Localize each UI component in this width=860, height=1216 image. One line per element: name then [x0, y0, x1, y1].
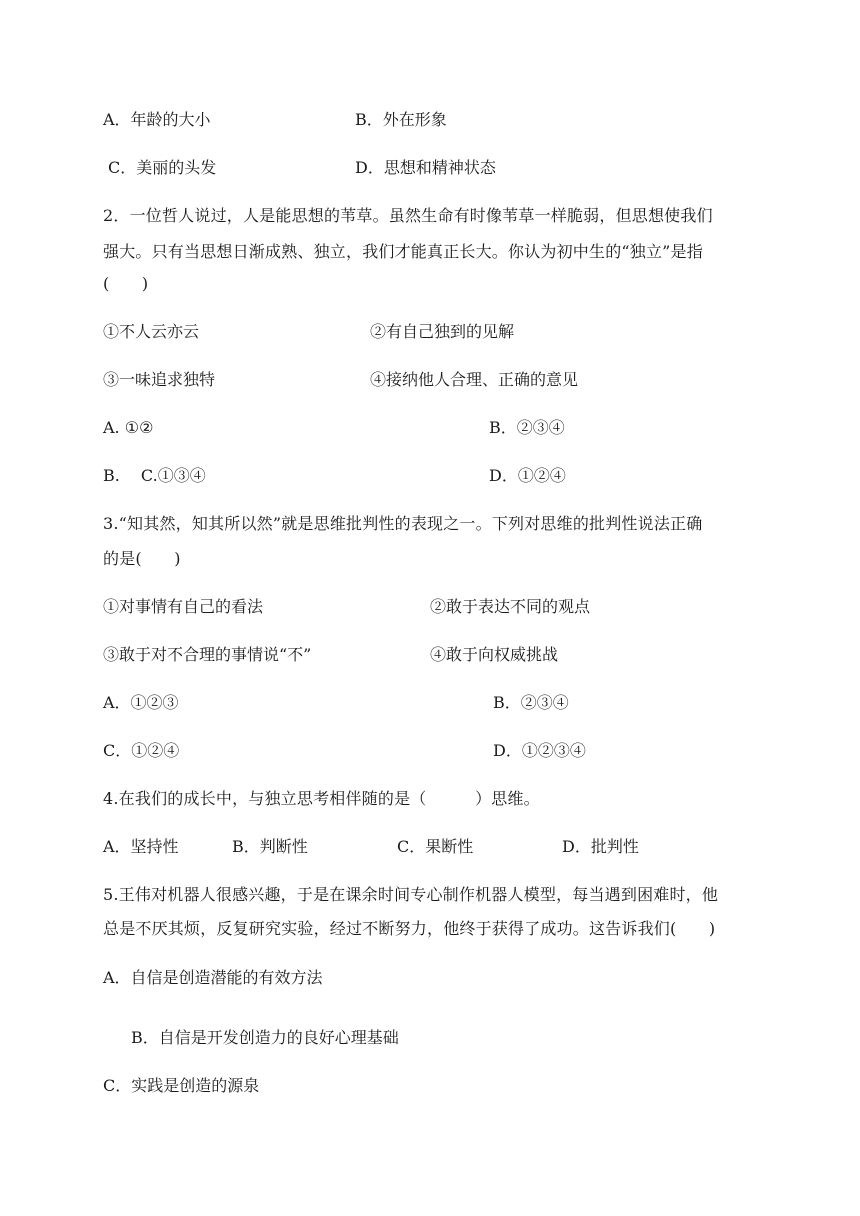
q2-item-1: ①不人云亦云 [103, 322, 200, 341]
q3-option-c: C．①②④ [103, 741, 180, 760]
q3-item-3: ③敢于对不合理的事情说“不” [103, 645, 312, 664]
q2-option-d: D．①②④ [489, 466, 566, 485]
q2-option-a: A. ①② [103, 418, 154, 437]
q5-option-a: A．自信是创造潜能的有效方法 [103, 968, 323, 987]
q3-item-2: ②敢于表达不同的观点 [430, 597, 591, 616]
q2-stem-line-1: 2．一位哲人说过，人是能思想的苇草。虽然生命有时像苇草一样脆弱，但思想使我们 [103, 206, 713, 225]
q2-option-b: B．②③④ [489, 418, 565, 437]
q2-stem-line-2: 强大。只有当思想日渐成熟、独立，我们才能真正长大。你认为初中生的“独立”是指 [103, 242, 703, 261]
q5-option-b: B．自信是开发创造力的良好心理基础 [131, 1028, 399, 1047]
q2-item-3: ③一味追求独特 [103, 370, 216, 389]
q2-stem-line-3: ( ) [103, 274, 149, 293]
q5-stem-line-1: 5.王伟对机器人很感兴趣，于是在课余时间专心制作机器人模型，每当遇到困难时，他 [103, 885, 719, 904]
q2-item-2: ②有自己独到的见解 [370, 322, 515, 341]
q3-stem-line-2: 的是( ) [103, 549, 181, 568]
q4-option-b: B．判断性 [232, 837, 308, 856]
q2-item-4: ④接纳他人合理、正确的意见 [370, 370, 579, 389]
q1-option-a: A．年龄的大小 [103, 110, 211, 129]
q4-stem: 4.在我们的成长中，与独立思考相伴随的是（ ）思维。 [103, 789, 540, 808]
q1-option-d: D．思想和精神状态 [355, 158, 496, 177]
q3-item-1: ①对事情有自己的看法 [103, 597, 264, 616]
q4-option-c: C．果断性 [397, 837, 474, 856]
q3-option-a: A．①②③ [103, 693, 179, 712]
q3-stem-line-1: 3.“知其然，知其所以然”就是思维批判性的表现之一。下列对思维的批判性说法正确 [103, 514, 703, 533]
q1-option-b: B．外在形象 [355, 110, 447, 129]
q1-option-c: C．美丽的头发 [108, 158, 217, 177]
q2-option-c: B. C.①③④ [103, 466, 206, 485]
q4-option-d: D．批判性 [562, 837, 639, 856]
q4-option-a: A．坚持性 [103, 837, 179, 856]
q3-option-b: B．②③④ [493, 693, 569, 712]
q3-option-d: D．①②③④ [493, 741, 586, 760]
q5-stem-line-2: 总是不厌其烦，反复研究实验，经过不断努力，他终于获得了成功。这告诉我们( ) [103, 919, 716, 938]
q3-item-4: ④敢于向权威挑战 [430, 645, 559, 664]
q5-option-c: C．实践是创造的源泉 [103, 1076, 260, 1095]
